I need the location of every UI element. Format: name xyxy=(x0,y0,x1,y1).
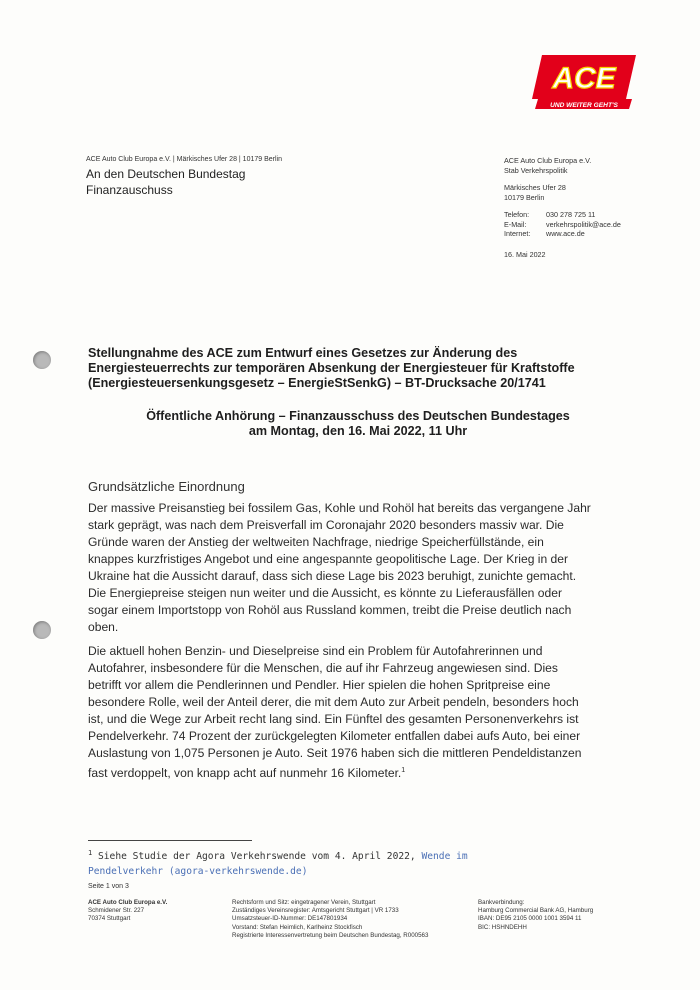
footer-line: BIC: HSHNDEHH xyxy=(478,923,527,931)
footer-line: 70374 Stuttgart xyxy=(88,915,131,923)
text-line: stark geprägt, was nach dem Preisverfall im Coronajahr 2020 besonders massiv war. Die xyxy=(88,518,564,532)
recipient-line: An den Deutschen Bundestag xyxy=(86,167,246,181)
footer-line: Schmidener Str. 227 xyxy=(88,907,145,915)
sender-info-block xyxy=(504,156,621,239)
contact-email xyxy=(504,220,621,230)
logo-slogan: UND WEITER GEHT'S xyxy=(550,102,618,109)
document-subtitle xyxy=(88,409,628,439)
footnote-divider xyxy=(88,840,252,841)
text-line: betrifft vor allem die Pendlerinnen und Pendler. Hier spielen die hohen Spritpreise eine xyxy=(88,678,551,692)
footer-legal xyxy=(232,899,472,940)
contact-value: 030 278 725 11 xyxy=(546,210,596,219)
contact-website xyxy=(504,229,621,239)
footer-line: IBAN: DE95 2105 0000 1001 3594 11 xyxy=(478,915,582,923)
footnote xyxy=(88,846,648,879)
text-line: Ukraine hat die Aussicht darauf, dass sich diese Lage bis 2023 beruhigt, zunichte gemacht. xyxy=(88,569,577,583)
text-line: ist, und die Wege zur Arbeit recht lang sind. Ein Fünftel des gesamten Personenverkehrs ist xyxy=(88,712,579,726)
text-line: Der massive Preisanstieg bei fossilem Gas, Kohle und Rohöl hat bereits das vergangene Jahr xyxy=(88,501,591,515)
punch-hole xyxy=(33,621,51,639)
contact-label: Telefon: xyxy=(504,210,530,219)
footer-line: Umsatzsteuer-ID-Nummer: DE147801934 xyxy=(232,915,348,923)
footer-org-name: ACE Auto Club Europa e.V. xyxy=(88,899,168,906)
org-department: Stab Verkehrspolitik xyxy=(504,165,568,175)
logo-brand: ACE xyxy=(552,62,616,95)
recipient-line: Finanzauschuss xyxy=(86,183,173,197)
punch-hole xyxy=(33,351,51,369)
text-line: Autofahrer, insbesondere für die Menschen, die auf ihr Fahrzeug angewiesen sind. Dies xyxy=(88,661,558,675)
recipient-address xyxy=(86,166,245,198)
subtitle-line: Öffentliche Anhörung – Finanzausschuss des Deutschen Bundestages xyxy=(146,409,570,423)
text-line: besondere Rolle, weil der Anteil derer, die mit dem Auto zur Arbeit pendeln, besonders hoch xyxy=(88,695,579,709)
section-heading: Grundsätzliche Einordnung xyxy=(88,479,245,494)
text-line: Gründe waren der Anstieg der weltweiten Nachfrage, niedrige Speicherfüllstände, ein xyxy=(88,535,544,549)
text-line: oben. xyxy=(88,620,119,634)
text-line: Pendelverkehr. 74 Prozent der zurückgelegten Kilometer entfallen dabei aufs Auto, bei einer xyxy=(88,729,581,743)
footer-line: Registrierte Interessenvertretung beim Deutschen Bundestag, R000563 xyxy=(232,931,429,939)
contact-value: verkehrspolitik@ace.de xyxy=(546,219,621,229)
org-street: Märkisches Ufer 28 xyxy=(504,183,566,192)
footnote-link[interactable]: Wende im xyxy=(421,851,468,863)
footnote-text: Siehe Studie der Agora Verkehrswende vom 4. April 2022, xyxy=(98,851,416,863)
footer-line: Hamburg Commercial Bank AG, Hamburg xyxy=(478,907,594,915)
text-line: Die Energiepreise steigen nun weiter und die Aussicht, es könnte zu Lieferausfällen oder xyxy=(88,586,562,600)
org-name: ACE Auto Club Europa e.V. xyxy=(504,156,592,165)
paragraph-1 xyxy=(88,500,632,636)
text-line: sogar einem Importstopp von Rohöl aus Russland kommen, treibt die Preise deutlich nach xyxy=(88,603,572,617)
text-line: Auslastung von 1,075 Personen je Auto. Seit 1976 haben sich die mittleren Pendeldistanzen xyxy=(88,746,582,760)
footnote-reference[interactable]: 1 xyxy=(401,767,406,774)
footer-bank xyxy=(478,899,628,932)
contact-label: Internet: xyxy=(504,229,531,238)
org-city: 10179 Berlin xyxy=(504,192,545,202)
document-title: Stellungnahme des ACE zum Entwurf eines Gesetzes zur Änderung des Energiesteuerrechts zur temporären Absenkung der Energiesteuer für Kraftstoffe (Energiesteuersenkungsgesetz – EnergieStSenkG) – BT-Drucksache 20/1741 xyxy=(88,346,575,390)
footnote-marker: 1 xyxy=(88,849,93,857)
letter-date: 16. Mai 2022 xyxy=(504,250,546,259)
text-line: knappes kurzfristiges Angebot und eine angespannte geopolitische Lage. Der Krieg in der xyxy=(88,552,569,566)
footer-line: Bankverbindung: xyxy=(478,899,525,906)
subtitle-line: am Montag, den 16. Mai 2022, 11 Uhr xyxy=(248,424,468,438)
contact-label: E-Mail: xyxy=(504,219,527,229)
footer-line: Zuständiges Vereinsregister: Amtsgericht Stuttgart | VR 1733 xyxy=(232,907,399,915)
contact-value: www.ace.de xyxy=(546,229,585,238)
footer-address xyxy=(88,899,167,924)
text-line-content: fast verdoppelt, von knapp acht auf nunmehr 16 Kilometer. xyxy=(88,766,402,781)
footer-line: Rechtsform und Sitz: eingetragener Verein, Stuttgart xyxy=(232,899,376,906)
footer-line: Vorstand: Stefan Heimlich, Karlheinz Stockfisch xyxy=(232,923,363,931)
page-number: Seite 1 von 3 xyxy=(88,883,129,890)
text-line xyxy=(88,762,632,782)
text-line: Die aktuell hohen Benzin- und Dieselpreise sind ein Problem für Autofahrerinnen und xyxy=(88,644,543,658)
footnote-link-continued[interactable]: Pendelverkehr (agora-verkehrswende.de) xyxy=(88,866,308,878)
ace-logo xyxy=(528,53,638,109)
paragraph-2 xyxy=(88,643,632,782)
sender-address-line: ACE Auto Club Europa e.V. | Märkisches Ufer 28 | 10179 Berlin xyxy=(86,156,282,163)
contact-phone xyxy=(504,210,621,220)
